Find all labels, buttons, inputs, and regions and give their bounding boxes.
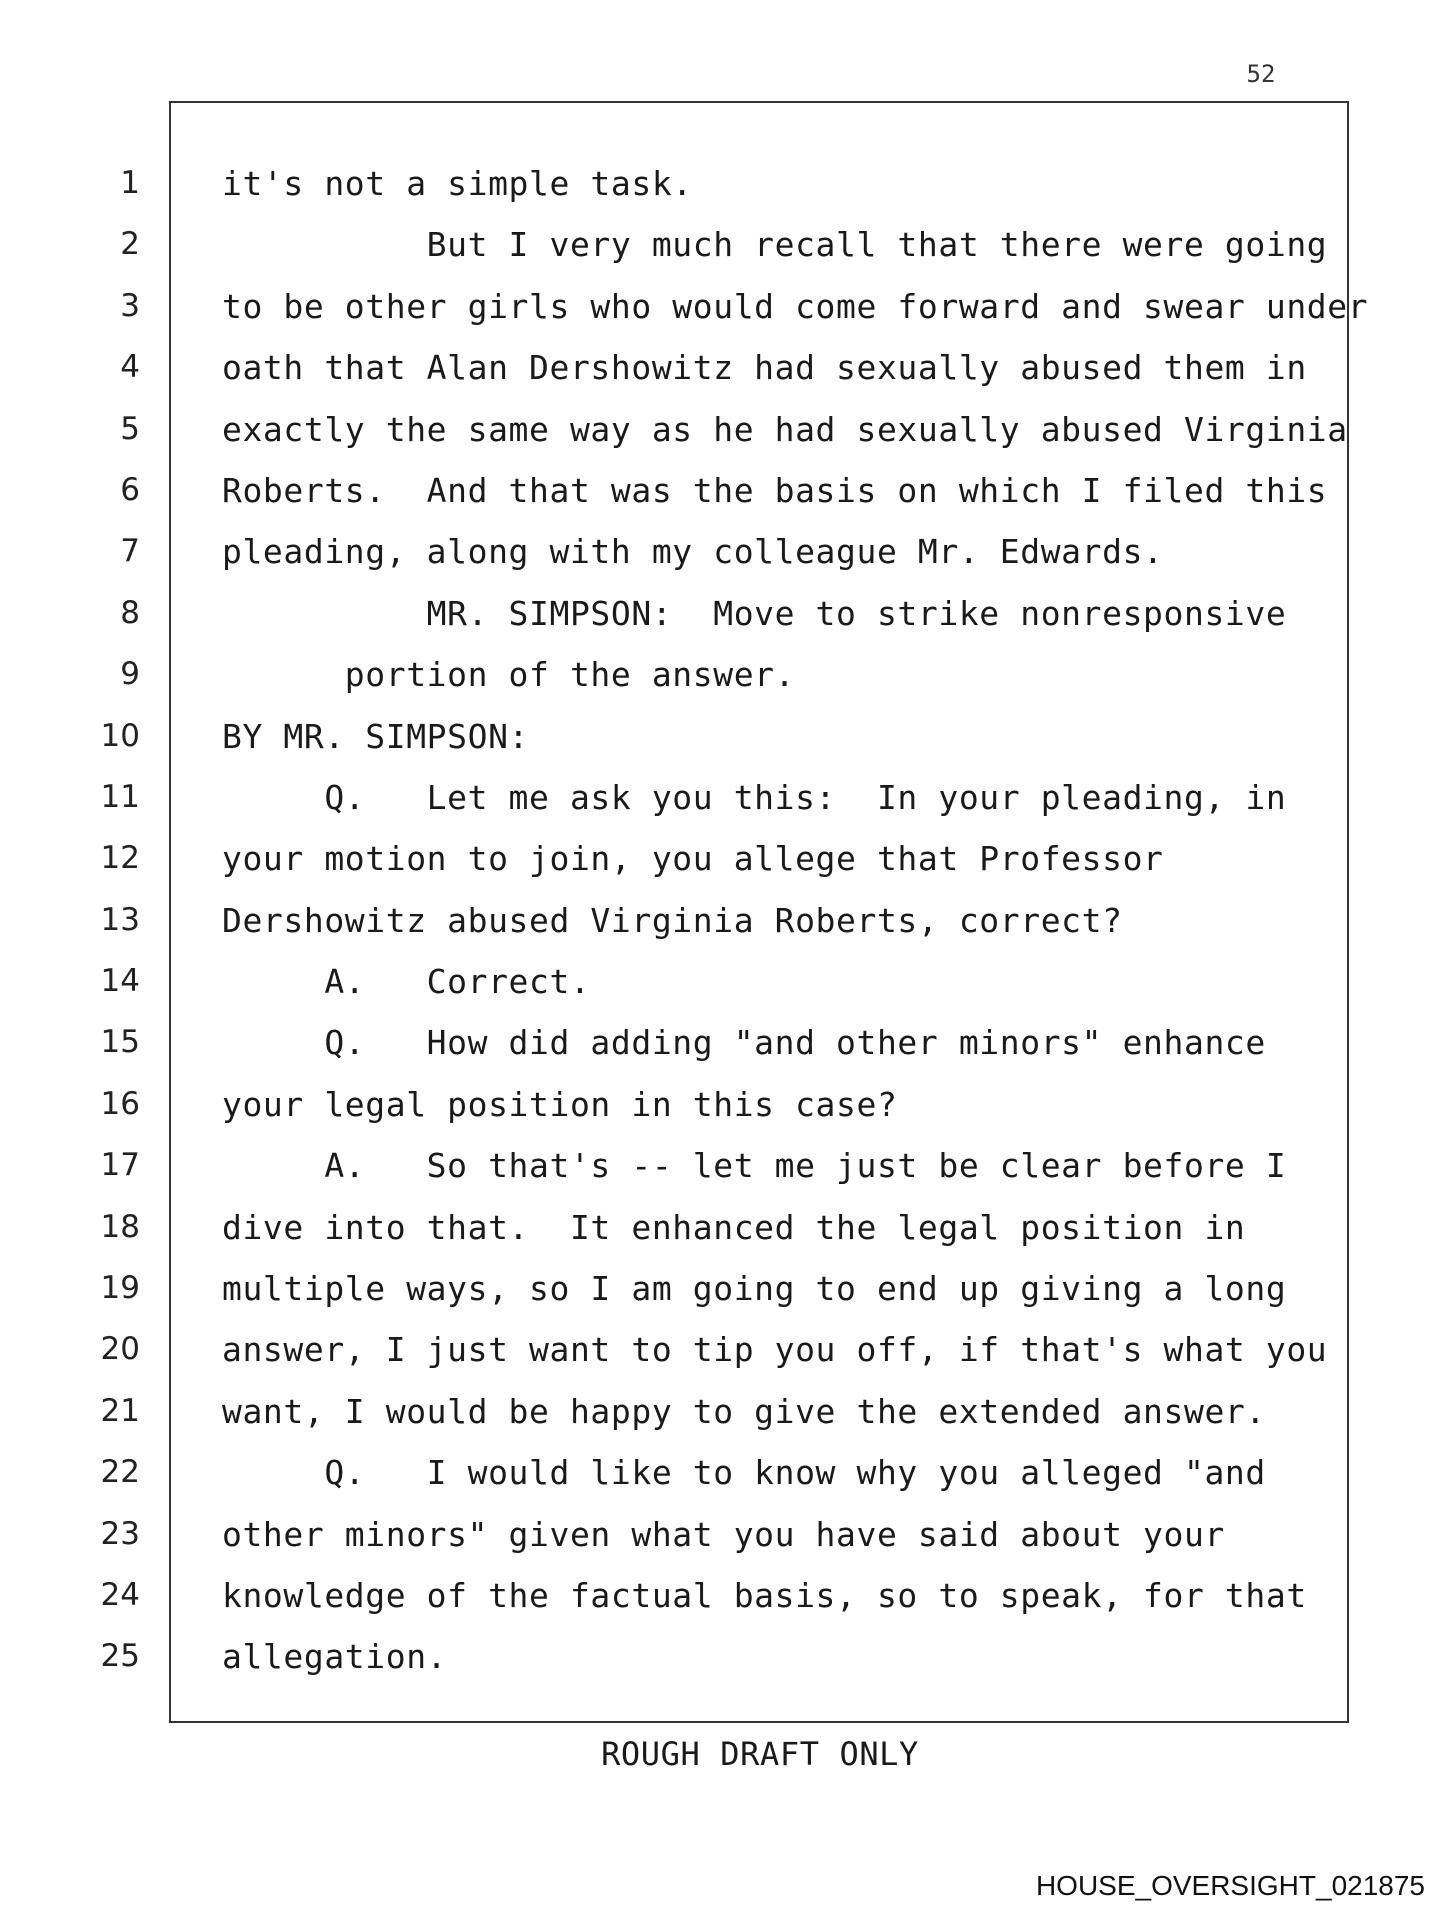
line-number: 15 xyxy=(100,1024,140,1061)
rough-draft-notice: ROUGH DRAFT ONLY xyxy=(601,1735,919,1773)
line-number: 13 xyxy=(100,901,140,938)
line-number: 16 xyxy=(100,1085,140,1122)
transcript-line: exactly the same way as he had sexually abused Virginia xyxy=(222,409,1348,449)
line-number: 7 xyxy=(120,533,140,570)
transcript-line: Q. Let me ask you this: In your pleading, in xyxy=(222,777,1287,817)
transcript-line: A. Correct. xyxy=(222,962,591,1002)
transcript-line: A. So that's -- let me just be clear before I xyxy=(222,1146,1287,1186)
transcript-line: But I very much recall that there were going xyxy=(222,225,1328,265)
transcript-line: MR. SIMPSON: Move to strike nonresponsive xyxy=(222,593,1287,633)
line-number: 4 xyxy=(120,349,140,386)
line-number: 9 xyxy=(120,656,140,693)
line-number: 10 xyxy=(100,717,140,754)
transcript-line: your motion to join, you allege that Professor xyxy=(222,839,1164,879)
line-number: 6 xyxy=(120,471,140,508)
line-number: 8 xyxy=(120,594,140,631)
line-number: 20 xyxy=(100,1331,140,1368)
transcript-line: want, I would be happy to give the extended answer. xyxy=(222,1391,1266,1431)
line-number: 2 xyxy=(120,226,140,263)
line-number: 5 xyxy=(120,410,140,447)
transcript-line: answer, I just want to tip you off, if that's what you xyxy=(222,1330,1328,1370)
line-number-column xyxy=(80,153,140,1688)
transcript-line: it's not a simple task. xyxy=(222,164,693,203)
line-number: 1 xyxy=(120,165,140,201)
transcript-body xyxy=(222,153,1369,1688)
line-number: 25 xyxy=(100,1638,140,1675)
bates-number: HOUSE_OVERSIGHT_021875 xyxy=(1035,1870,1425,1901)
line-number: 22 xyxy=(100,1454,140,1491)
transcript-line: multiple ways, so I am going to end up giving a long xyxy=(222,1269,1287,1309)
transcript-line: Dershowitz abused Virginia Roberts, correct? xyxy=(222,900,1123,940)
transcript-line: to be other girls who would come forward and swear under xyxy=(222,286,1369,326)
transcript-line: BY MR. SIMPSON: xyxy=(222,716,530,756)
line-number: 3 xyxy=(120,287,140,324)
line-number: 11 xyxy=(100,778,140,815)
transcript-line: knowledge of the factual basis, so to speak, for that xyxy=(222,1575,1307,1615)
line-number: 23 xyxy=(100,1515,140,1552)
transcript-line: portion of the answer. xyxy=(222,655,796,695)
transcript-line: oath that Alan Dershowitz had sexually abused them in xyxy=(222,348,1307,388)
transcript-line: other minors" given what you have said about your xyxy=(222,1514,1225,1554)
transcript-line: Roberts. And that was the basis on which I filed this xyxy=(222,470,1328,510)
line-number: 17 xyxy=(100,1147,140,1184)
transcript-line: dive into that. It enhanced the legal position in xyxy=(222,1207,1246,1247)
transcript-line: pleading, along with my colleague Mr. Edwards. xyxy=(222,532,1164,572)
page-number: 52 xyxy=(1246,60,1276,88)
line-number: 12 xyxy=(100,840,140,877)
transcript-line: your legal position in this case? xyxy=(222,1084,898,1124)
line-number: 14 xyxy=(100,963,140,1000)
line-number: 19 xyxy=(100,1270,140,1307)
line-number: 21 xyxy=(100,1392,140,1429)
transcript-line: allegation. xyxy=(222,1637,448,1677)
transcript-line: Q. How did adding "and other minors" enhance xyxy=(222,1023,1266,1063)
line-number: 18 xyxy=(100,1208,140,1245)
line-number: 24 xyxy=(100,1576,140,1613)
transcript-line: Q. I would like to know why you alleged "and xyxy=(222,1453,1266,1493)
